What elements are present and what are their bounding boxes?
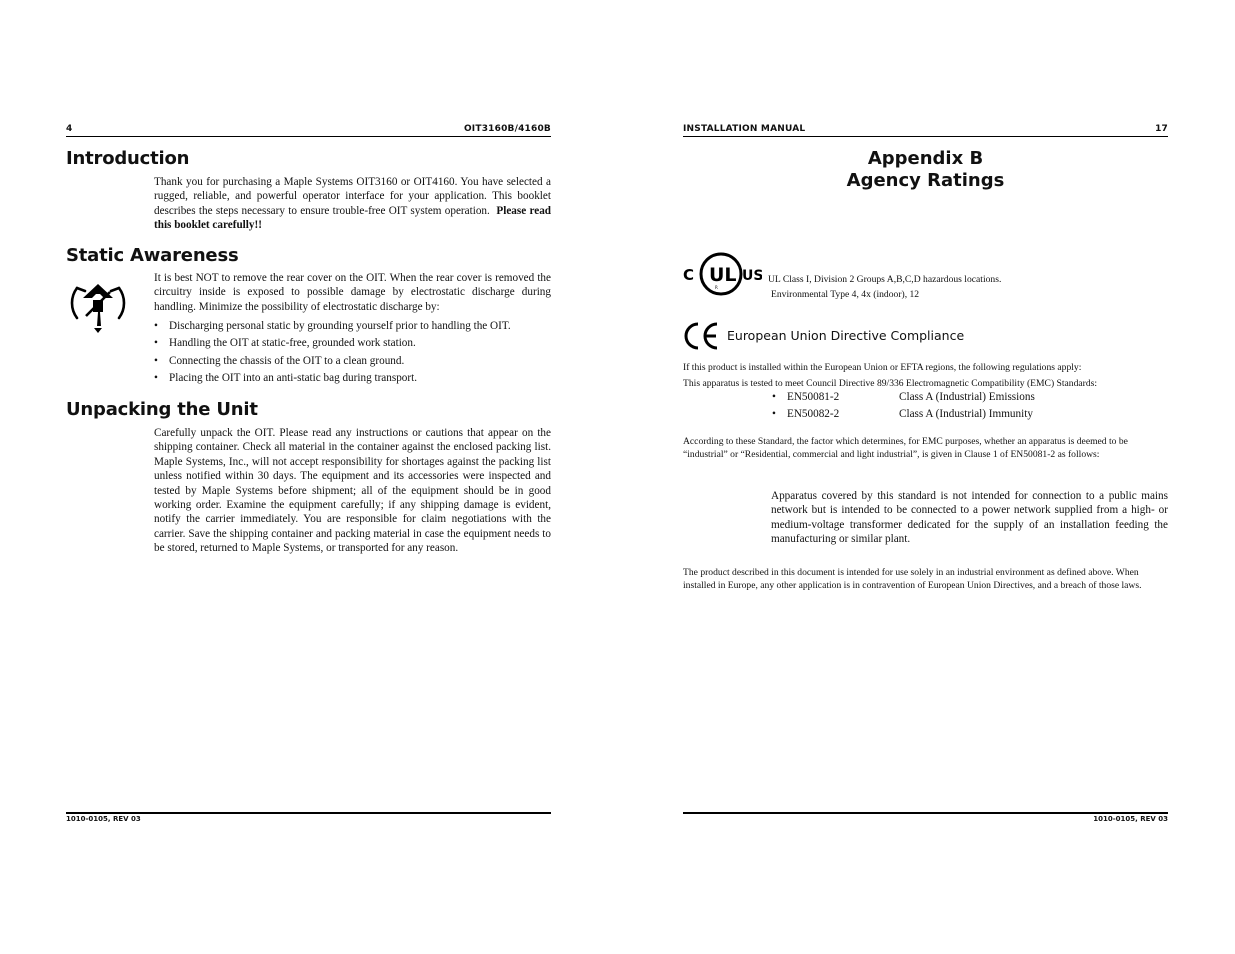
page-number: 4 [66,124,73,134]
running-header: INSTALLATION MANUAL [683,124,806,134]
bullet-icon: • [154,372,158,385]
ce-mark-icon [683,322,721,350]
static-bullet-list [154,318,551,388]
page-number: 17 [1155,124,1168,134]
section-heading: Unpacking the Unit [66,399,258,420]
section-heading: Static Awareness [66,245,239,266]
section-heading: Introduction [66,148,190,169]
standards-list [772,390,1168,424]
esd-warning-icon [70,278,126,334]
standard-code: EN50081-2 [787,391,840,403]
ul-rating-line-2: Environmental Type 4, 4x (indoor), 12 [771,289,920,300]
ul-listing-logo [682,252,762,296]
standard-description: Class A (Industrial) Immunity [899,408,1033,420]
list-item: • Discharging personal static by grounding yourself prior to handling the OIT. [154,318,551,335]
bullet-icon: • [154,320,158,332]
eu-directive-line: This apparatus is tested to meet Council Directive 89/336 Electromagnetic Compatibility (EMC) Standards: [683,378,1098,389]
footer-rule [66,812,551,814]
ul-logo-us: US [742,268,762,284]
static-paragraph: It is best NOT to remove the rear cover on the OIT. When the rear cover is removed the circuitry inside is exposed to possible damage by electrostatic discharge during handling. Minimize the possibility of electrostatic discharge by: [154,272,551,313]
bullet-icon: • [772,408,776,420]
ul-logo-ul: UL [709,264,737,286]
standard-row [772,390,1168,407]
ce-mark-text: CE [683,322,685,323]
header-rule [66,136,551,137]
eu-intro-line: If this product is installed within the European Union or EFTA regions, the following regulations apply: [683,362,1082,373]
ul-logo-c: C [683,266,695,284]
standard-row [772,407,1168,424]
bullet-icon: • [772,391,776,403]
header-rule [683,136,1168,137]
list-item: • Handling the OIT at static-free, grounded work station. [154,335,551,352]
intro-paragraph [154,175,551,233]
clause-paragraph: According to these Standard, the factor which determines, for EMC purposes, whether an apparatus is deemed to be “industrial” or “Residential, commercial and light industrial”, is given in Clause 1 of EN50081-2 as follows: [683,436,1128,460]
footer-doc-number: 1010-0105, REV 03 [1093,815,1168,823]
footer-doc-number: 1010-0105, REV 03 [66,815,141,823]
intro-emphasis: Please read this booklet carefully!! [154,204,552,232]
ul-rating-line-1: UL Class I, Division 2 Groups A,B,C,D hazardous locations. [768,274,1002,285]
final-paragraph: The product described in this document is intended for use solely in an industrial environment as defined above. When installed in Europe, any other application is in contravention of European Union Directives, and a breach of those laws. [683,567,1142,591]
list-item: • Placing the OIT into an anti-static bag during transport. [154,370,551,387]
eu-heading: European Union Directive Compliance [727,328,965,343]
bullet-icon: • [154,354,158,367]
list-item: • Connecting the chassis of the OIT to a clean ground. [154,353,551,370]
running-header: OIT3160B/4160B [463,124,551,134]
ul-logo-r: R [715,285,718,290]
standard-code: EN50082-2 [787,408,840,420]
quoted-standard-paragraph: Apparatus covered by this standard is not intended for connection to a public mains network but is intended to be connected to a power network supplied from a high- or medium-voltage transformer dedicated for the supply of an installation feeding the manufacturing or similar plant. [771,490,1168,546]
bullet-icon: • [154,337,158,350]
unpacking-paragraph: Carefully unpack the OIT. Please read any instructions or cautions that appear on the shipping container. Check all material in the container against the enclosed packing list. Maple Systems, Inc., will not accept responsibility for shortages against the packing list unless notified within 30 days. The equipment and its accessories were inspected and tested by Maple Systems before shipment; all of the equipment should be in good working order. Examine the equipment carefully; if any shipping damage is evident, notify the carrier immediately. You are responsible for claim negotiations with the carrier. Save the shipping container and packing material in case the equipment needs to be stored, returned to Maple Systems, or transported for any reason. [154,427,551,555]
standard-description: Class A (Industrial) Emissions [899,391,1035,403]
page-title: Appendix B Agency Ratings [846,148,1005,191]
intro-text: Thank you for purchasing a Maple Systems OIT3160 or OIT4160. You have selected a rugged, reliable, and powerful operator interface for your application. This booklet describes the steps necessary to ensure trouble-free OIT system operation. [154,176,551,217]
footer-rule [683,812,1168,814]
